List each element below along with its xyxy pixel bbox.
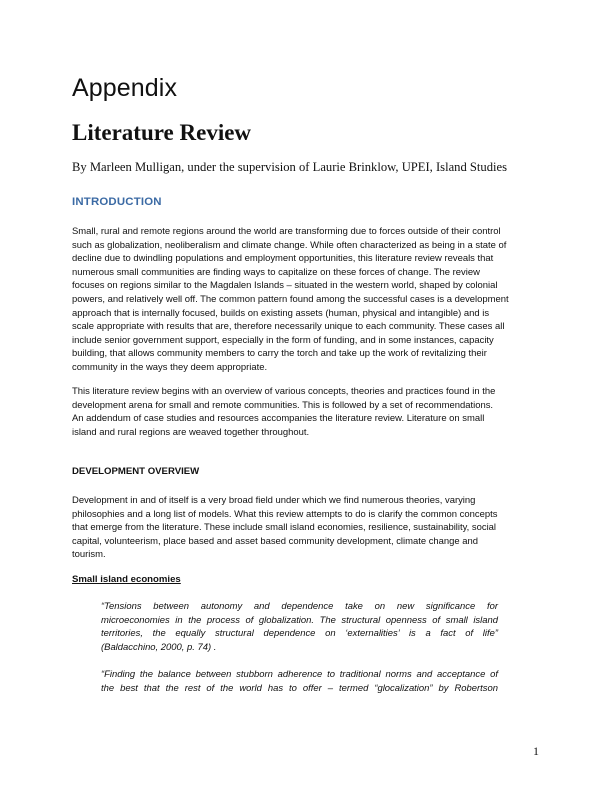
quote-line: “Finding the balance between stubborn adherence to traditional norms and acceptance of (101, 669, 498, 680)
text-line: scale appropriate with results that are, therefore necessarily unique to each community. These cases all (72, 321, 505, 333)
page-number: 1 (533, 744, 539, 758)
quote-line: “Tensions between autonomy and dependence take on new significance for (101, 601, 498, 612)
block-quote-1 (101, 600, 498, 654)
introduction-paragraph-2 (72, 385, 542, 439)
introduction-heading: INTRODUCTION (72, 196, 162, 208)
text-line: This literature review begins with an overview of various concepts, theories and practices found in the (72, 386, 496, 397)
text-line: capital, volunteerism, place based and asset based community development, climate change and (72, 535, 479, 547)
text-line: focuses on regions similar to the Magdalen Islands – situated in the western world, shaped by colonial (72, 280, 498, 292)
text-line: Development in and of itself is a very broad field under which we find numerous theories, varying (72, 495, 476, 506)
text-line: tourism. (72, 549, 106, 561)
appendix-heading: Appendix (72, 74, 178, 102)
development-paragraph (72, 494, 542, 562)
text-line: such as globalization, neoliberalism and climate change. While often characterized as being in a state of (72, 239, 507, 251)
development-overview-heading: DEVELOPMENT OVERVIEW (72, 466, 200, 477)
text-line: An addendum of case studies and resources accompanies the literature review. Literature on small (72, 413, 485, 425)
text-line: philosophies and a long list of models. What this review attempts to do is clarify the common concepts (72, 508, 498, 520)
text-line: Small, rural and remote regions around the world are transforming due to forces outside of their control (72, 226, 501, 237)
small-island-economies-subheading: Small island economies (72, 574, 181, 585)
block-quote-2 (101, 668, 498, 695)
text-line: powers, and relatively well off. The common pattern found among the successful cases is a development (72, 293, 509, 305)
quote-line: territories, the equally structural dependence on ‘externalities’ is a fact of life” (101, 628, 498, 640)
author-byline: By Marleen Mulligan, under the supervision of Laurie Brinklow, UPEI, Island Studies (72, 160, 507, 174)
text-line: island and rural regions are weaved together throughout. (72, 426, 310, 438)
quote-line: (Baldacchino, 2000, p. 74) . (101, 641, 217, 653)
text-line: decline due to dwindling populations and employment opportunities, this literature review reveals that (72, 253, 494, 265)
text-line: approach that is internally focused, builds on existing assets (human, physical and intangible) and is (72, 307, 490, 319)
text-line: numerous small communities are finding ways to capitalize on these forces of change. The review (72, 266, 480, 278)
quote-line: the best that the rest of the world has to offer – termed “glocalization” by Robertson (101, 682, 498, 694)
text-line: building, that allows community members to carry the torch and take up the work of revitalizing their (72, 348, 487, 360)
text-line: include senior government support, especially in the form of funding, and in some instances, capacity (72, 334, 494, 346)
text-line: development arena for small and remote communities. This is followed by a set of recommendations. (72, 399, 494, 411)
quote-line: microeconomies in the process of globalization. The structural openness of small island (101, 614, 498, 626)
page-title: Literature Review (72, 120, 252, 145)
introduction-paragraph-1 (72, 225, 542, 375)
text-line: that emerge from the literature. These include small island economies, resilience, sustainability, social (72, 522, 497, 534)
text-line: community in the ways they deem appropriate. (72, 361, 268, 373)
